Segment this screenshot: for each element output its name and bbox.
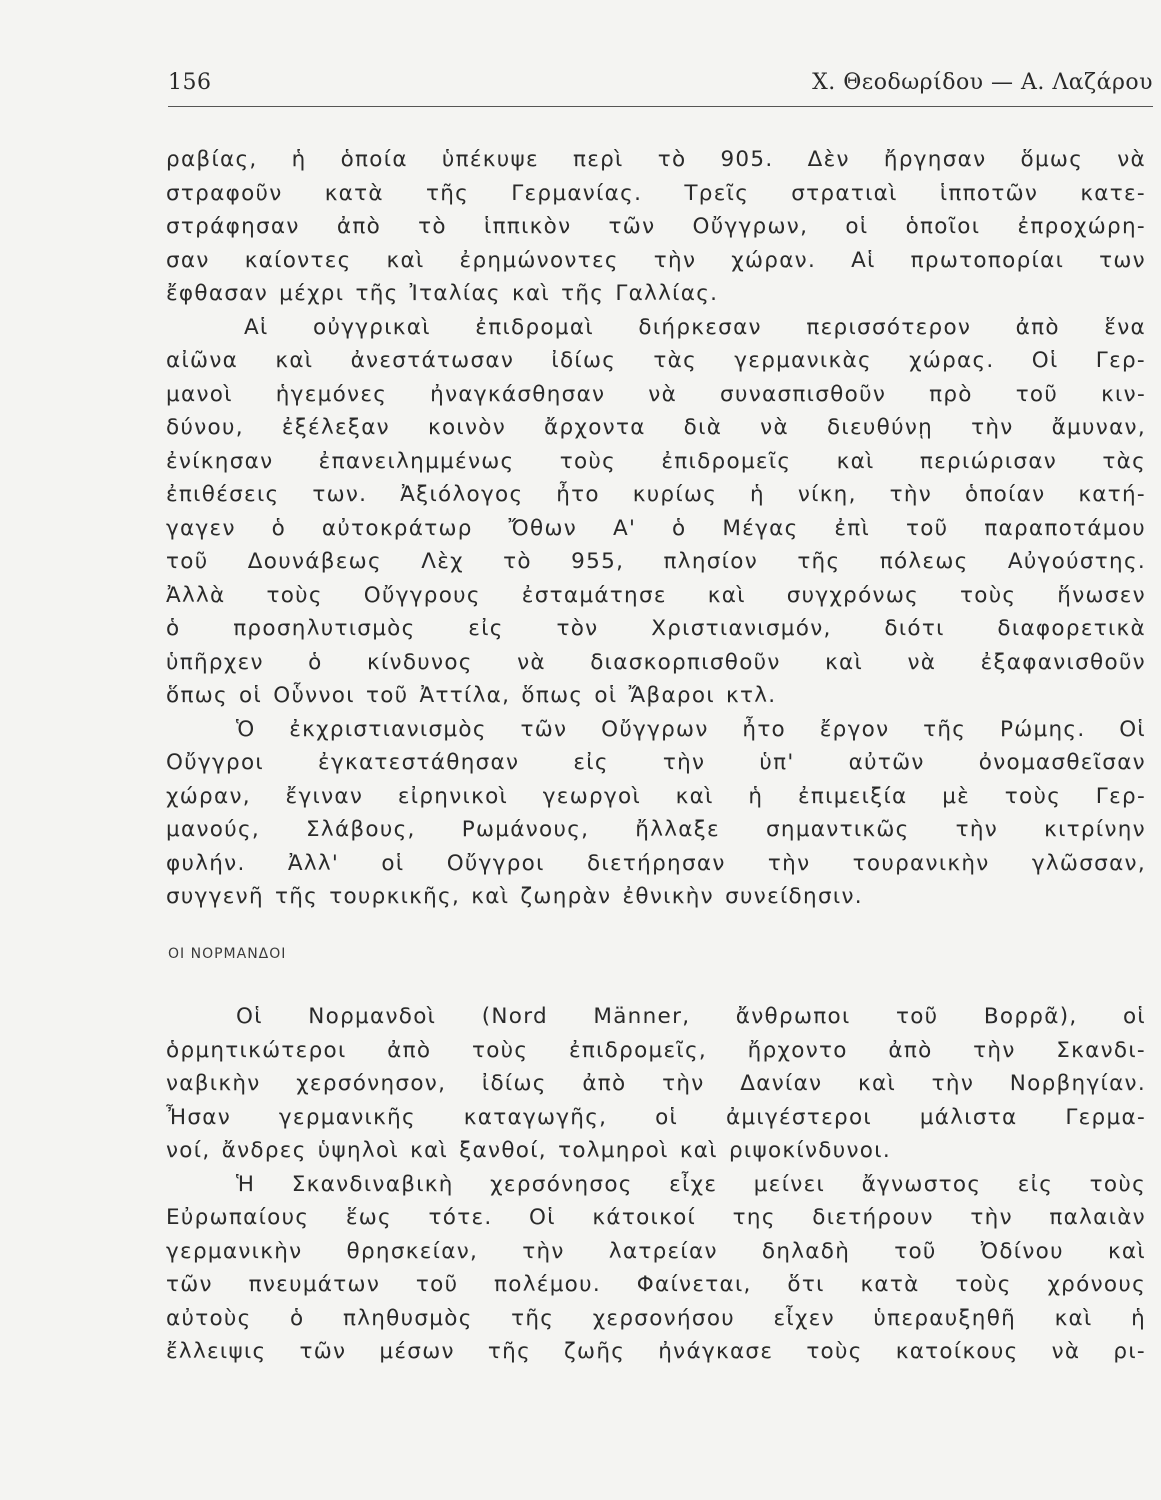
text-line: Οὔγγροι ἐγκατεστάθησαν εἰς τὴν ὑπ' αὐτῶν ὀνομασθεῖσαν — [166, 750, 1146, 775]
body-text-block-1 — [166, 143, 1146, 914]
text-line: τοῦ Δουνάβεως Λὲχ τὸ 955, πλησίον τῆς πόλεως Αὐγούστης. — [166, 549, 1146, 574]
text-line: Ὁ ἐκχριστιανισμὸς τῶν Οὔγγρων ἦτο ἔργον τῆς Ρώμης. Οἱ — [236, 716, 1146, 742]
text-line: ὁ προσηλυτισμὸς εἰς τὸν Χριστιανισμόν, διότι διαφορετικὰ — [166, 616, 1146, 641]
text-line: ναβικὴν χερσόνησον, ἰδίως ἀπὸ τὴν Δανίαν καὶ τὴν Νορβηγίαν. — [166, 1071, 1146, 1096]
text-line: ἐπιθέσεις των. Ἀξιόλογος ἦτο κυρίως ἡ νίκη, τὴν ὁποίαν κατή- — [166, 482, 1146, 507]
text-line: Ἦσαν γερμανικῆς καταγωγῆς, οἱ ἀμιγέστεροι μάλιστα Γερμα- — [166, 1104, 1146, 1130]
text-line: σαν καίοντες καὶ ἐρημώνοντες τὴν χώραν. Αἱ πρωτοπορίαι των — [166, 247, 1146, 273]
page-header — [168, 70, 1153, 104]
text-line: γαγεν ὁ αὐτοκράτωρ Ὄθων Α' ὁ Μέγας ἐπὶ τοῦ παραποτάμου — [166, 515, 1146, 541]
text-line: δύνου, ἐξέλεξαν κοινὸν ἄρχοντα διὰ νὰ διευθύνῃ τὴν ἄμυναν, — [166, 415, 1146, 440]
text-line: μανούς, Σλάβους, Ρωμάνους, ἤλλαξε σημαντικῶς τὴν κιτρίνην — [166, 817, 1146, 842]
running-head: Χ. Θεοδωρίδου — Α. Λαζάρου — [812, 70, 1153, 95]
text-line: στράφησαν ἀπὸ τὸ ἱππικὸν τῶν Οὔγγρων, οἱ ὁποῖοι ἐπροχώρη- — [166, 214, 1146, 239]
text-line: ραβίας, ἡ ὁποία ὑπέκυψε περὶ τὸ 905. Δὲν ἤργησαν ὅμως νὰ — [166, 147, 1146, 172]
text-line: Εὐρωπαίους ἕως τότε. Οἱ κάτοικοί της διετήρουν τὴν παλαιὰν — [166, 1205, 1146, 1230]
text-line: αὐτοὺς ὁ πληθυσμὸς τῆς χερσονήσου εἶχεν ὑπεραυξηθῆ καὶ ἡ — [166, 1305, 1146, 1331]
text-line: ἔλλειψις τῶν μέσων τῆς ζωῆς ἠνάγκασε τοὺς κατοίκους νὰ ρι- — [166, 1339, 1146, 1364]
text-line: ὁρμητικώτεροι ἀπὸ τοὺς ἐπιδρομεῖς, ἤρχοντο ἀπὸ τὴν Σκανδι- — [166, 1037, 1146, 1063]
text-line: τῶν πνευμάτων τοῦ πολέμου. Φαίνεται, ὅτι κατὰ τοὺς χρόνους — [166, 1272, 1146, 1297]
text-line: γερμανικὴν θρησκείαν, τὴν λατρείαν δηλαδὴ τοῦ Ὀδίνου καὶ — [166, 1238, 1146, 1264]
text-line: μανοὶ ἡγεμόνες ἠναγκάσθησαν νὰ συνασπισθοῦν πρὸ τοῦ κιν- — [166, 381, 1146, 407]
body-text-block-2 — [166, 1000, 1146, 1369]
text-line: ἔφθασαν μέχρι τῆς Ἰταλίας καὶ τῆς Γαλλίας. — [166, 281, 719, 306]
text-line: Ἀλλὰ τοὺς Οὔγγρους ἐσταμάτησε καὶ συγχρόνως τοὺς ἥνωσεν — [166, 582, 1146, 608]
page-number: 156 — [168, 70, 212, 95]
text-line: Ἡ Σκανδιναβικὴ χερσόνησος εἶχε μείνει ἄγνωστος εἰς τοὺς — [236, 1171, 1146, 1197]
text-line: Αἱ οὐγγρικαὶ ἐπιδρομαὶ διήρκεσαν περισσότερον ἀπὸ ἕνα — [244, 314, 1146, 340]
section-heading: ΟΙ ΝΟΡΜΑΝΔΟΙ — [168, 946, 287, 962]
text-line: ὑπῆρχεν ὁ κίνδυνος νὰ διασκορπισθοῦν καὶ νὰ ἐξαφανισθοῦν — [166, 649, 1146, 675]
header-rule — [168, 106, 1153, 107]
text-line: Οἱ Νορμανδοὶ (Nord Männer, ἄνθρωποι τοῦ Βορρᾶ), οἱ — [236, 1004, 1146, 1029]
text-line: χώραν, ἔγιναν εἰρηνικοὶ γεωργοὶ καὶ ἡ ἐπιμειξία μὲ τοὺς Γερ- — [166, 783, 1146, 809]
text-line: αἰῶνα καὶ ἀνεστάτωσαν ἰδίως τὰς γερμανικὰς χώρας. Οἱ Γερ- — [166, 348, 1146, 373]
text-line: νοί, ἄνδρες ὑψηλοὶ καὶ ξανθοί, τολμηροὶ καὶ ριψοκίνδυνοι. — [166, 1138, 891, 1163]
text-line: φυλήν. Ἀλλ' οἱ Οὔγγροι διετήρησαν τὴν τουρανικὴν γλῶσσαν, — [166, 850, 1146, 876]
text-line: ἐνίκησαν ἐπανειλημμένως τοὺς ἐπιδρομεῖς καὶ περιώρισαν τὰς — [166, 448, 1146, 474]
text-line: στραφοῦν κατὰ τῆς Γερμανίας. Τρεῖς στρατιαὶ ἱπποτῶν κατε- — [166, 180, 1146, 206]
text-line: ὅπως οἱ Οὗννοι τοῦ Ἀττίλα, ὅπως οἱ Ἄβαροι κτλ. — [166, 683, 777, 708]
text-line: συγγενῆ τῆς τουρκικῆς, καὶ ζωηρὰν ἐθνικὴν συνείδησιν. — [166, 884, 863, 909]
